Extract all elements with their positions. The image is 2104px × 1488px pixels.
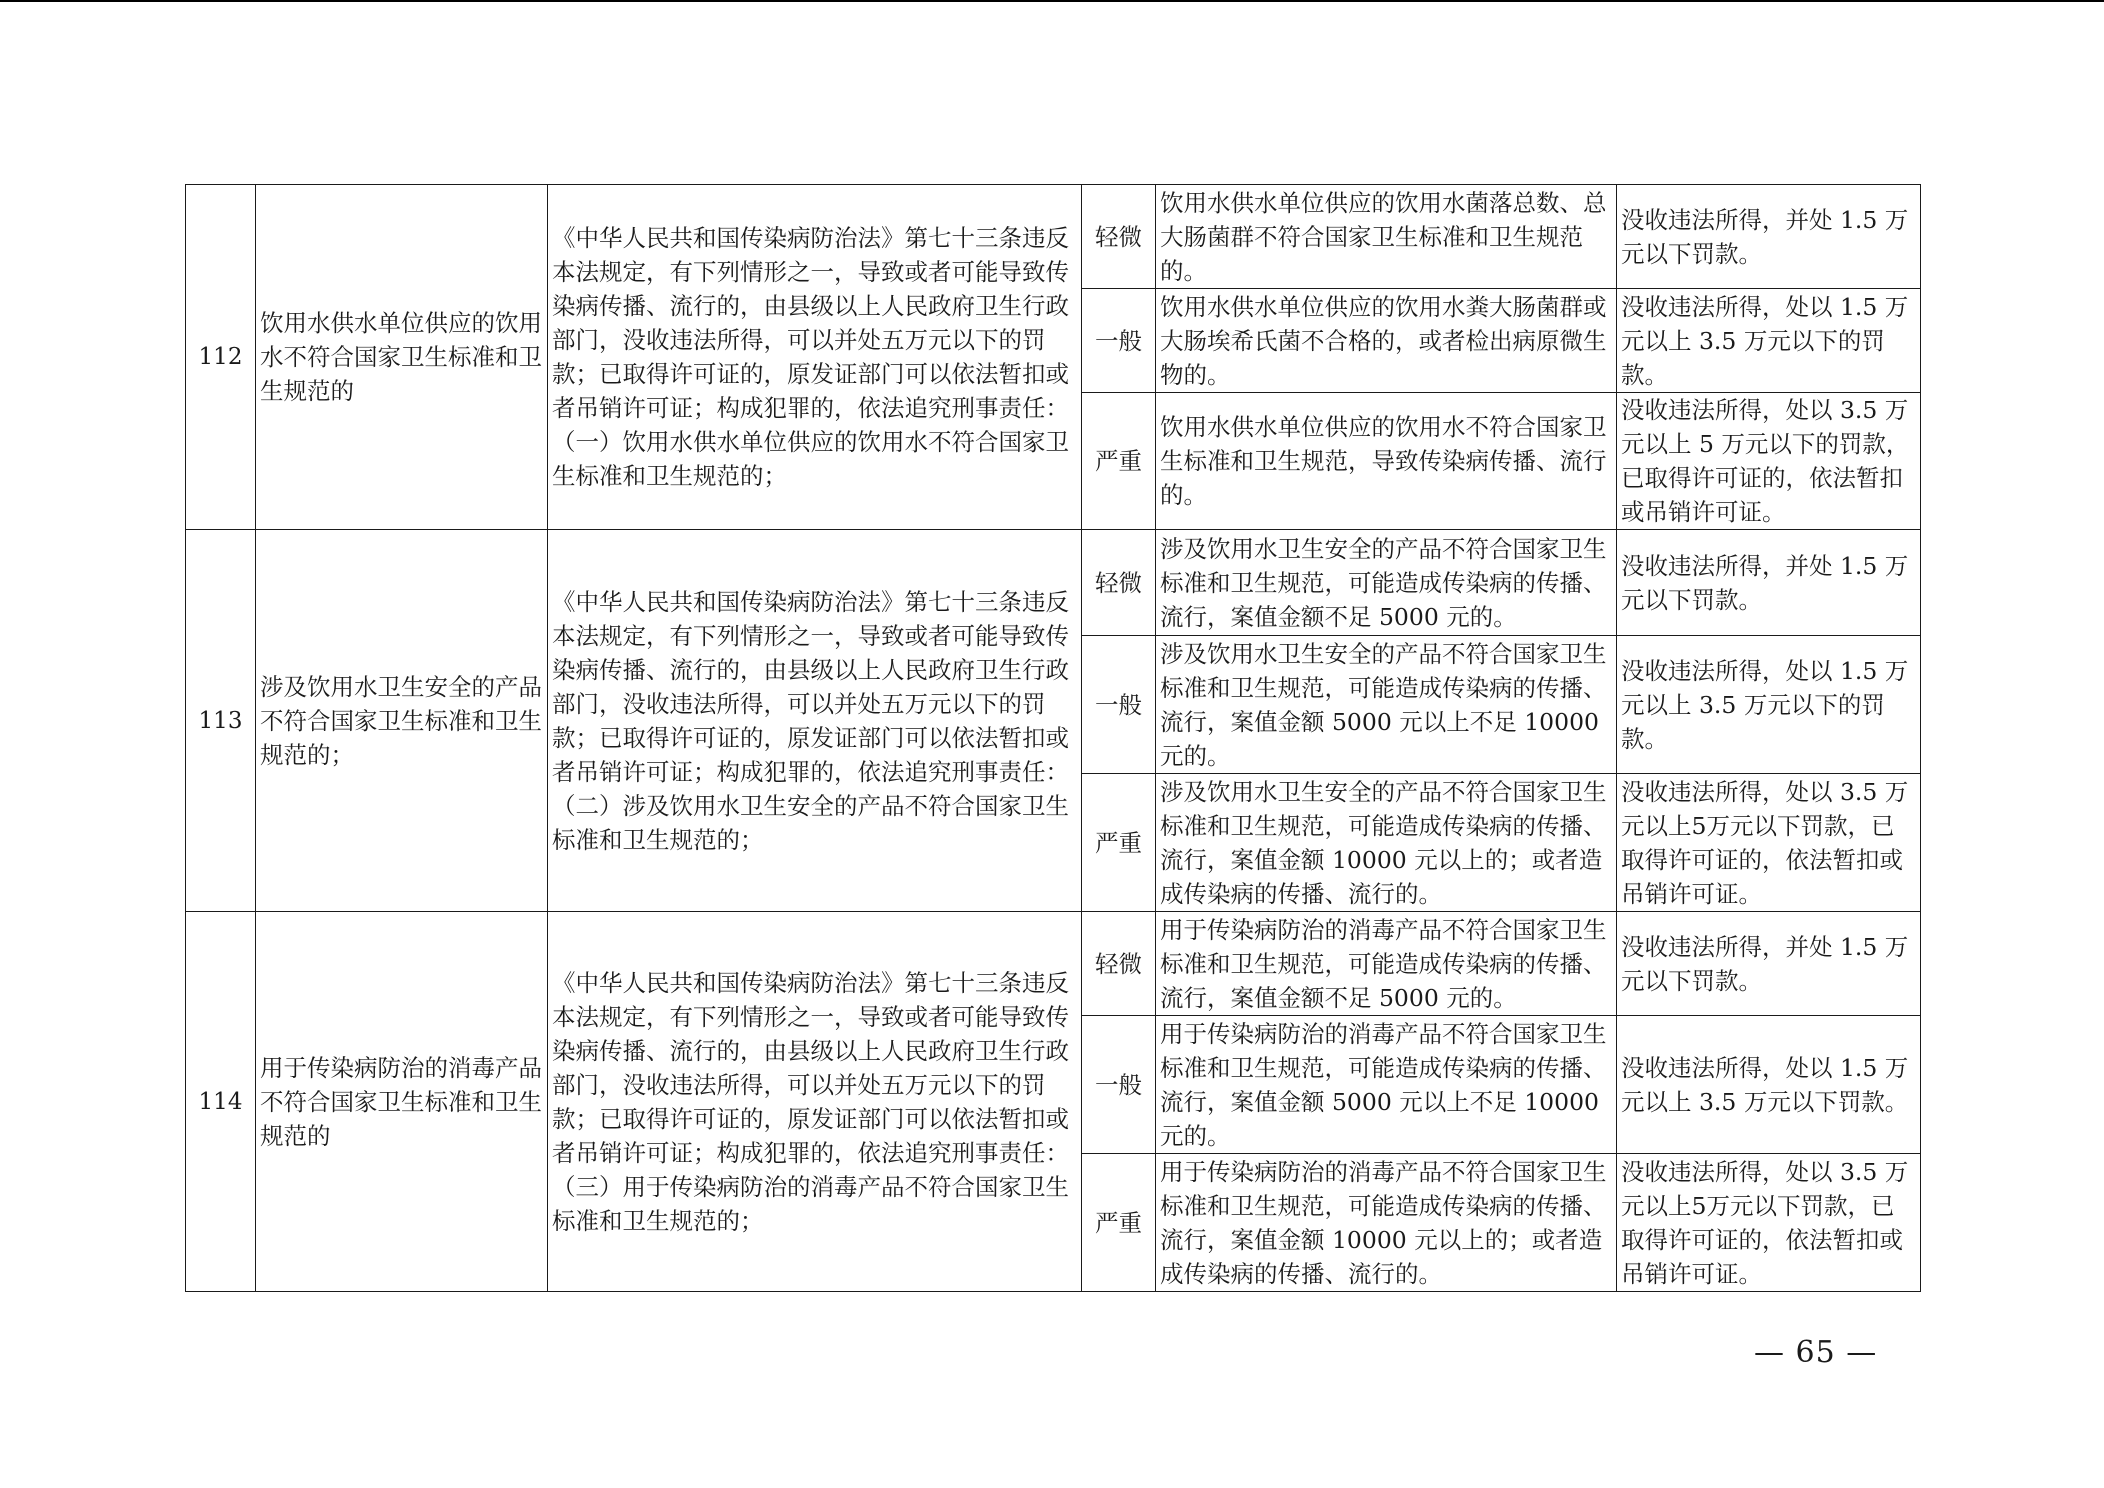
severity-level: 轻微 xyxy=(1082,185,1156,289)
violation-circumstance: 涉及饮用水卫生安全的产品不符合国家卫生标准和卫生规范，可能造成传染病的传播、流行，案值金额 5000 元以上不足 10000 元的。 xyxy=(1156,636,1617,774)
legal-basis: 《中华人民共和国传染病防治法》第七十三条违反本法规定，有下列情形之一，导致或者可能导致传染病传播、流行的，由县级以上人民政府卫生行政部门，没收违法所得，可以并处五万元以下的罚款；已取得许可证的，原发证部门可以依法暂扣或者吊销许可证；构成犯罪的，依法追究刑事责任：（二）涉及饮用水卫生安全的产品不符合国家卫生标准和卫生规范的； xyxy=(548,530,1082,912)
severity-level: 一般 xyxy=(1082,1016,1156,1154)
penalty-standards-table xyxy=(185,184,1921,1292)
severity-level: 轻微 xyxy=(1082,912,1156,1016)
violation-circumstance: 饮用水供水单位供应的饮用水不符合国家卫生标准和卫生规范，导致传染病传播、流行的。 xyxy=(1156,393,1617,530)
penalty-standard: 没收违法所得，处以 1.5 万元以上 3.5 万元以下的罚款。 xyxy=(1617,636,1921,774)
violation-name: 涉及饮用水卫生安全的产品不符合国家卫生标准和卫生规范的； xyxy=(256,530,548,912)
severity-level: 严重 xyxy=(1082,774,1156,912)
severity-level: 一般 xyxy=(1082,636,1156,774)
legal-basis: 《中华人民共和国传染病防治法》第七十三条违反本法规定，有下列情形之一，导致或者可能导致传染病传播、流行的，由县级以上人民政府卫生行政部门，没收违法所得，可以并处五万元以下的罚款；已取得许可证的，原发证部门可以依法暂扣或者吊销许可证；构成犯罪的，依法追究刑事责任：（一）饮用水供水单位供应的饮用水不符合国家卫生标准和卫生规范的； xyxy=(548,185,1082,530)
legal-basis: 《中华人民共和国传染病防治法》第七十三条违反本法规定，有下列情形之一，导致或者可能导致传染病传播、流行的，由县级以上人民政府卫生行政部门，没收违法所得，可以并处五万元以下的罚款；已取得许可证的，原发证部门可以依法暂扣或者吊销许可证；构成犯罪的，依法追究刑事责任：（三）用于传染病防治的消毒产品不符合国家卫生标准和卫生规范的； xyxy=(548,912,1082,1292)
penalty-standard: 没收违法所得，处以 1.5 万元以上 3.5 万元以下罚款。 xyxy=(1617,1016,1921,1154)
table-row xyxy=(186,530,1921,636)
item-number: 113 xyxy=(186,530,256,912)
penalty-standard: 没收违法所得，并处 1.5 万元以下罚款。 xyxy=(1617,912,1921,1016)
table-row xyxy=(186,185,1921,289)
violation-circumstance: 涉及饮用水卫生安全的产品不符合国家卫生标准和卫生规范，可能造成传染病的传播、流行，案值金额不足 5000 元的。 xyxy=(1156,530,1617,636)
penalty-standard: 没收违法所得，处以 3.5 万元以上5万元以下罚款，已取得许可证的，依法暂扣或吊销许可证。 xyxy=(1617,1154,1921,1292)
violation-name: 用于传染病防治的消毒产品不符合国家卫生标准和卫生规范的 xyxy=(256,912,548,1292)
severity-level: 一般 xyxy=(1082,289,1156,393)
violation-circumstance: 饮用水供水单位供应的饮用水粪大肠菌群或大肠埃希氏菌不合格的，或者检出病原微生物的。 xyxy=(1156,289,1617,393)
item-number: 114 xyxy=(186,912,256,1292)
penalty-standard: 没收违法所得，处以 3.5 万元以上5万元以下罚款，已取得许可证的，依法暂扣或吊销许可证。 xyxy=(1617,774,1921,912)
violation-circumstance: 用于传染病防治的消毒产品不符合国家卫生标准和卫生规范，可能造成传染病的传播、流行，案值金额 10000 元以上的；或者造成传染病的传播、流行的。 xyxy=(1156,1154,1617,1292)
severity-level: 严重 xyxy=(1082,393,1156,530)
violation-circumstance: 饮用水供水单位供应的饮用水菌落总数、总大肠菌群不符合国家卫生标准和卫生规范的。 xyxy=(1156,185,1617,289)
violation-circumstance: 用于传染病防治的消毒产品不符合国家卫生标准和卫生规范，可能造成传染病的传播、流行，案值金额不足 5000 元的。 xyxy=(1156,912,1617,1016)
severity-level: 轻微 xyxy=(1082,530,1156,636)
page-number: — 65 — xyxy=(1754,1335,1878,1370)
penalty-standard: 没收违法所得，处以 1.5 万元以上 3.5 万元以下的罚款。 xyxy=(1617,289,1921,393)
table-row xyxy=(186,912,1921,1016)
item-number: 112 xyxy=(186,185,256,530)
violation-circumstance: 涉及饮用水卫生安全的产品不符合国家卫生标准和卫生规范，可能造成传染病的传播、流行，案值金额 10000 元以上的；或者造成传染病的传播、流行的。 xyxy=(1156,774,1617,912)
violation-circumstance: 用于传染病防治的消毒产品不符合国家卫生标准和卫生规范，可能造成传染病的传播、流行，案值金额 5000 元以上不足 10000 元的。 xyxy=(1156,1016,1617,1154)
penalty-standard: 没收违法所得，并处 1.5 万元以下罚款。 xyxy=(1617,530,1921,636)
penalty-standard: 没收违法所得，并处 1.5 万元以下罚款。 xyxy=(1617,185,1921,289)
penalty-standard: 没收违法所得，处以 3.5 万元以上 5 万元以下的罚款，已取得许可证的，依法暂扣或吊销许可证。 xyxy=(1617,393,1921,530)
violation-name: 饮用水供水单位供应的饮用水不符合国家卫生标准和卫生规范的 xyxy=(256,185,548,530)
top-rule xyxy=(0,0,2104,2)
severity-level: 严重 xyxy=(1082,1154,1156,1292)
